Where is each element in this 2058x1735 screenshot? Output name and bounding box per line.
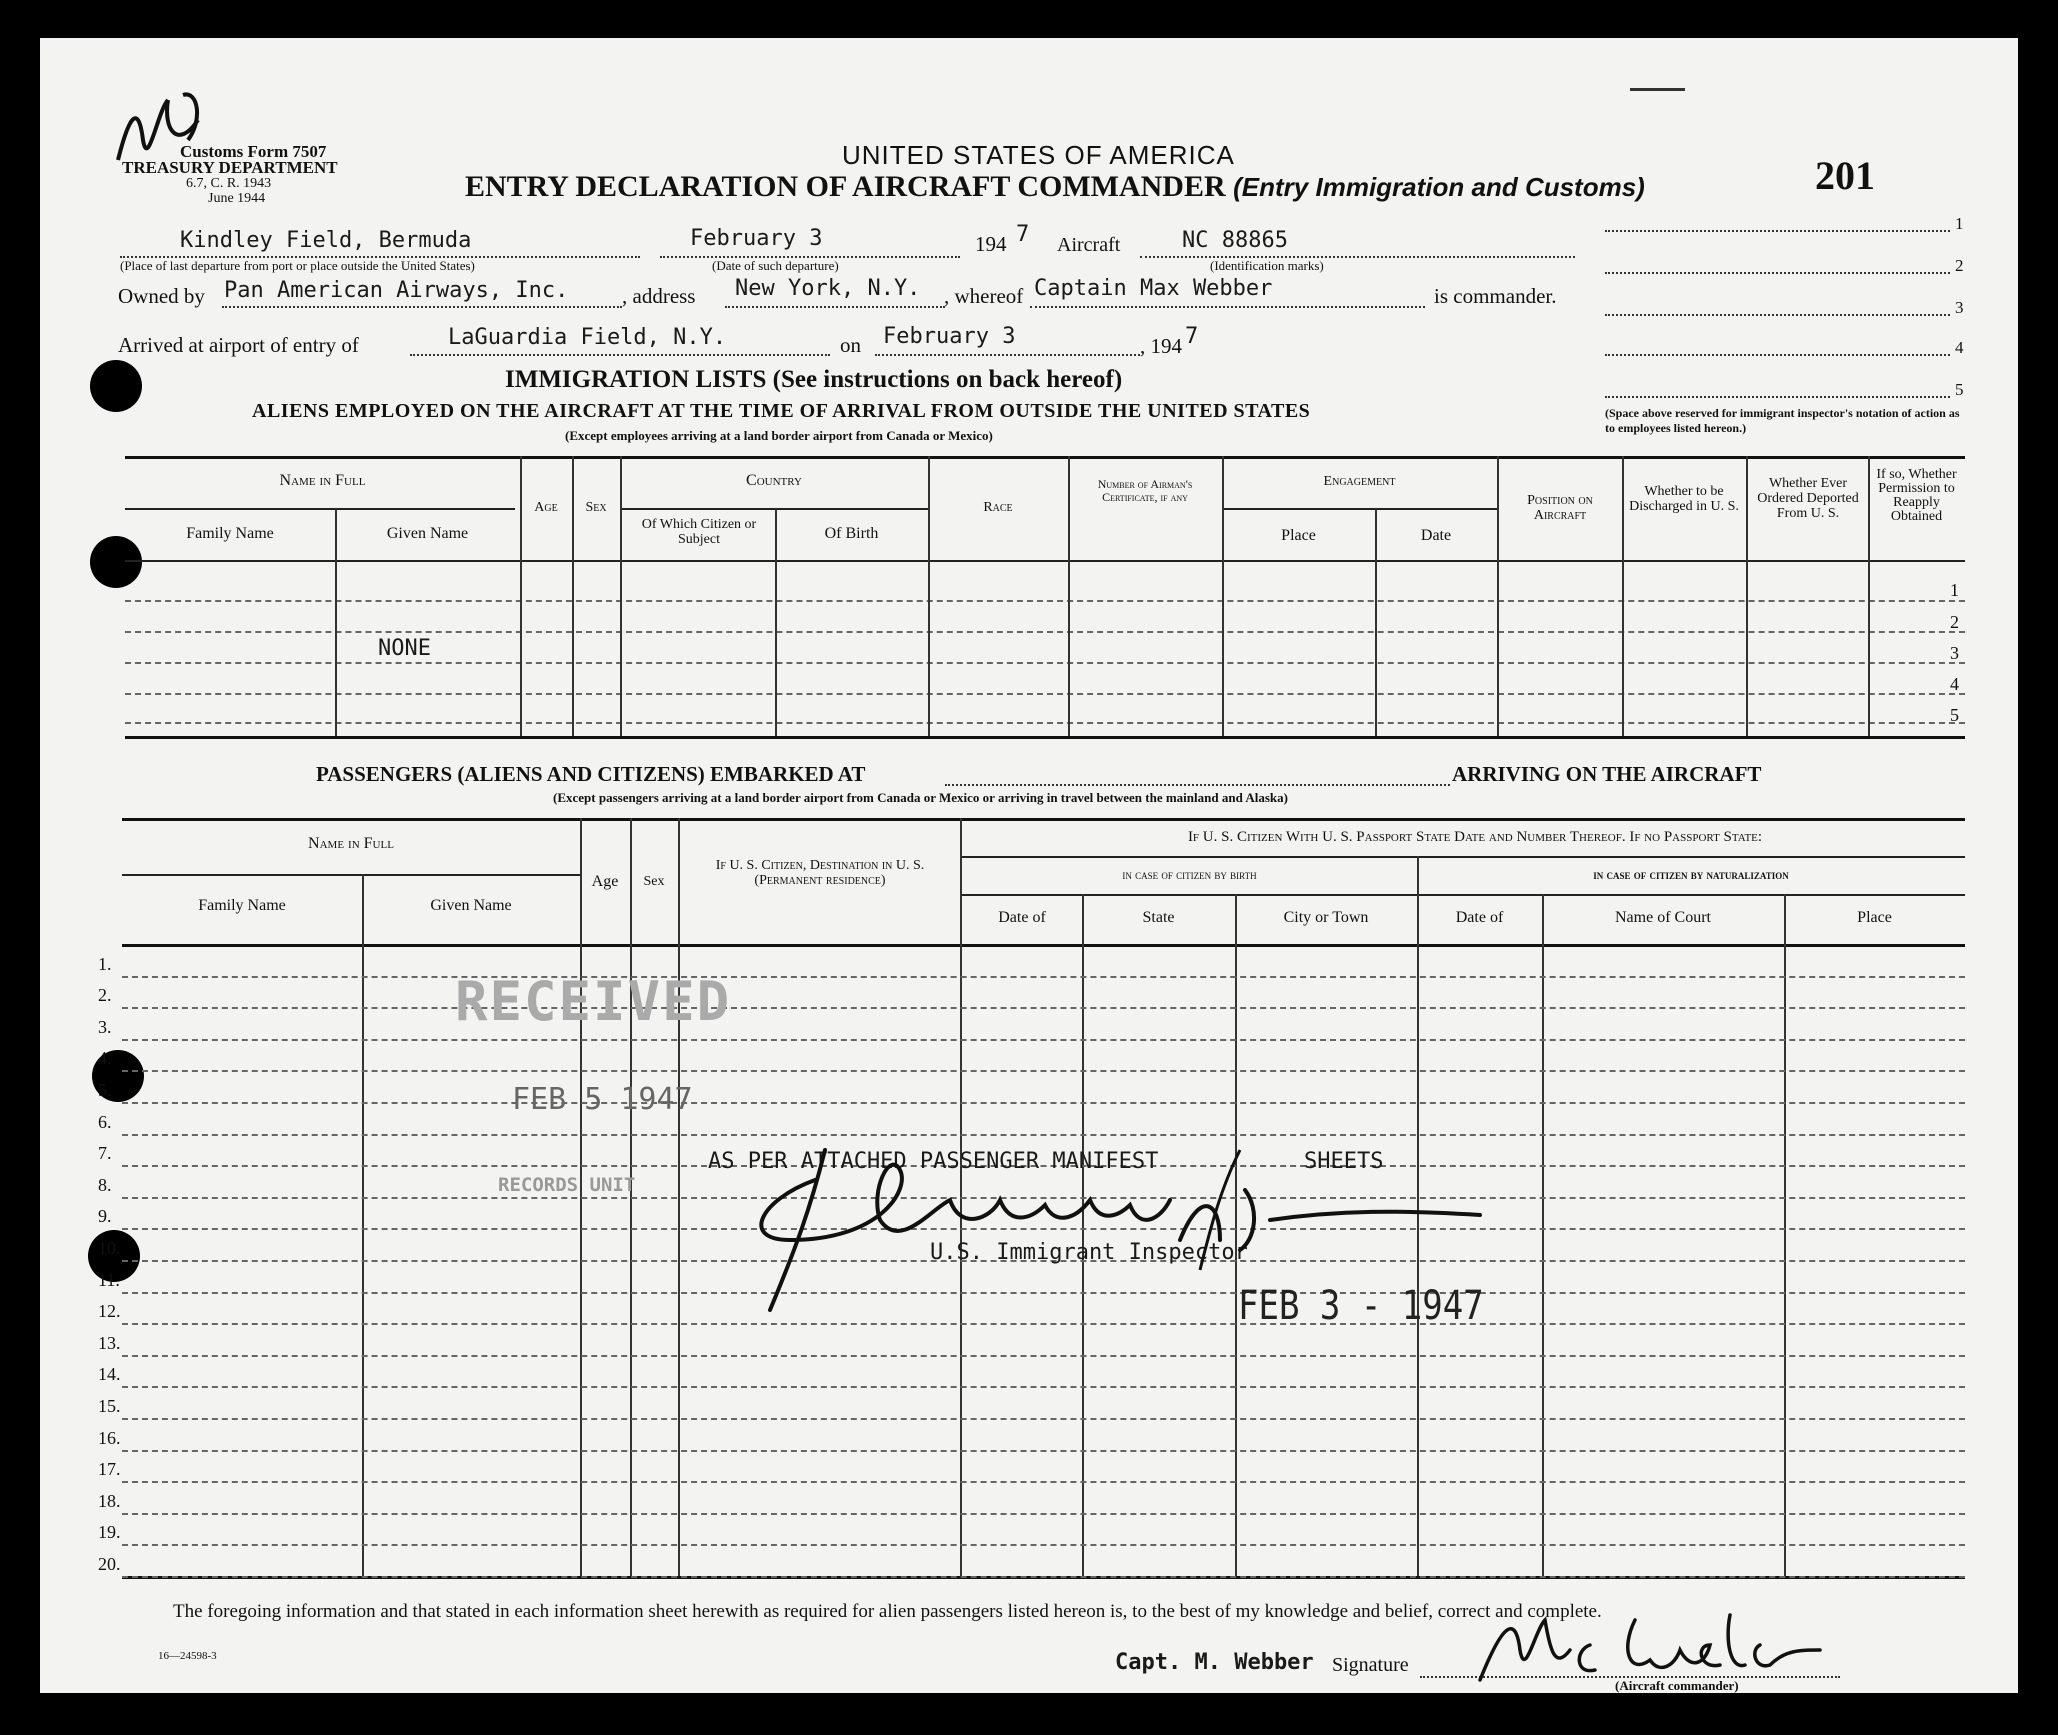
passenger-row-number: 4. bbox=[98, 1048, 112, 1068]
passenger-row-line bbox=[122, 1102, 1965, 1104]
aliens-deported-header: Whether Ever Ordered Deported From U. S. bbox=[1757, 476, 1859, 521]
passenger-row-number: 2. bbox=[98, 985, 112, 1005]
corner-mark bbox=[1630, 88, 1685, 91]
signature-label: Signature bbox=[1332, 1654, 1409, 1676]
pax-given-name-header: Given Name bbox=[430, 897, 512, 914]
passenger-row-number: 17. bbox=[98, 1459, 121, 1479]
manifest-note: AS PER ATTACHED PASSENGER MANIFEST bbox=[708, 1149, 1159, 1174]
immigration-note: (Except employees arriving at a land border airport from Canada or Mexico) bbox=[565, 428, 993, 443]
passenger-row-line bbox=[122, 1007, 1965, 1009]
on-label: on bbox=[840, 333, 861, 357]
received-stamp: RECEIVED bbox=[455, 970, 732, 1033]
passenger-row-line bbox=[122, 1386, 1965, 1388]
passenger-row-number: 20. bbox=[98, 1554, 121, 1574]
passenger-row-line bbox=[122, 1576, 1965, 1578]
print-code: 16—24598-3 bbox=[158, 1650, 217, 1662]
aircraft-marks-caption: (Identification marks) bbox=[1210, 258, 1324, 273]
records-unit-stamp: RECORDS UNIT bbox=[498, 1174, 636, 1196]
aliens-discharged-header: Whether to be Discharged in U. S. bbox=[1629, 484, 1739, 514]
punch-hole-1 bbox=[90, 360, 142, 412]
inspector-line-1: 1 bbox=[1955, 214, 1964, 233]
departure-date: February 3 bbox=[690, 226, 823, 251]
passenger-row-line bbox=[122, 1450, 1965, 1452]
inspector-line-5: 5 bbox=[1955, 380, 1964, 399]
aircraft-label: Aircraft bbox=[1057, 234, 1121, 256]
pax-sex-header: Sex bbox=[643, 874, 665, 889]
pax-place-header: Place bbox=[1857, 909, 1892, 926]
aliens-country-header: Country bbox=[746, 472, 802, 489]
aliens-age-header: Age bbox=[534, 500, 558, 515]
form-date: June 1944 bbox=[208, 191, 266, 206]
aliens-row-number-1: 1 bbox=[1950, 580, 1959, 600]
declaration-text: The foregoing information and that stated in each information sheet herewith as required for alien passengers listed hereon is, to the best of my knowledge and belief, correct and complete. bbox=[173, 1601, 1602, 1622]
form-title bbox=[465, 170, 1645, 204]
passenger-row-line bbox=[122, 976, 1965, 978]
passenger-row-number: 19. bbox=[98, 1522, 121, 1542]
passenger-row-number: 14. bbox=[98, 1364, 121, 1384]
aliens-citizen-header: Of Which Citizen or Subject bbox=[641, 517, 757, 547]
departure-place-caption: (Place of last departure from port or place outside the United States) bbox=[120, 258, 475, 273]
passenger-row-number: 3. bbox=[98, 1017, 112, 1037]
arrived-label: Arrived at airport of entry of bbox=[118, 333, 359, 357]
whereof-label: , whereof bbox=[944, 284, 1024, 308]
pax-age-header: Age bbox=[591, 873, 619, 890]
inspector-line-3: 3 bbox=[1955, 298, 1964, 317]
commander-printed-name: Capt. M. Webber bbox=[1115, 1650, 1314, 1675]
immigration-title: IMMIGRATION LISTS (See instructions on back hereof) bbox=[505, 366, 1123, 393]
passenger-row-number: 7. bbox=[98, 1143, 112, 1163]
form-number: Customs Form 7507 bbox=[180, 142, 327, 161]
owned-by-label: Owned by bbox=[118, 284, 205, 308]
passenger-row-number: 12. bbox=[98, 1301, 121, 1321]
punch-hole-2 bbox=[90, 536, 142, 588]
arrival-year-prefix: , 194 bbox=[1140, 334, 1182, 358]
pax-city-header: City or Town bbox=[1283, 909, 1369, 926]
passenger-row-number: 8. bbox=[98, 1175, 112, 1195]
aliens-reapply-header: If so, Whether Permission to Reapply Obtained bbox=[1876, 467, 1957, 524]
department: TREASURY DEPARTMENT bbox=[122, 158, 338, 177]
aliens-race-header: Race bbox=[983, 500, 1013, 515]
inspector-date-stamp: FEB 3 - 1947 bbox=[1238, 1283, 1484, 1329]
commander-suffix: is commander. bbox=[1434, 284, 1557, 308]
sheets-label: SHEETS bbox=[1304, 1149, 1384, 1174]
pax-name-header: Name in Full bbox=[308, 835, 394, 852]
owner-name: Pan American Airways, Inc. bbox=[224, 278, 569, 303]
aliens-row-number-3: 3 bbox=[1950, 643, 1959, 663]
aliens-entry-none: NONE bbox=[378, 636, 431, 661]
aliens-engagement-header: Engagement bbox=[1323, 474, 1396, 489]
pax-destination-header: If U. S. Citizen, Destination in U. S. (Permanent residence) bbox=[715, 858, 925, 888]
aliens-certificate-header: Number of Airman's Certificate, if any bbox=[1097, 477, 1193, 504]
aliens-given-name-header: Given Name bbox=[386, 525, 469, 542]
inspector-line-4: 4 bbox=[1955, 338, 1964, 357]
aliens-date-header: Date bbox=[1420, 527, 1452, 544]
passenger-row-number: 9. bbox=[98, 1206, 112, 1226]
arrival-airport: LaGuardia Field, N.Y. bbox=[448, 325, 727, 350]
aliens-family-name-header: Family Name bbox=[186, 525, 274, 542]
passengers-title-left: PASSENGERS (ALIENS AND CITIZENS) EMBARKED AT bbox=[316, 762, 866, 786]
aliens-sex-header: Sex bbox=[585, 500, 607, 515]
sheet-number: 201 bbox=[1815, 153, 1875, 198]
country-heading: UNITED STATES OF AMERICA bbox=[842, 140, 1235, 170]
pax-by-naturalization-header: in case of citizen by naturalization bbox=[1593, 867, 1789, 882]
form-title-sub: (Entry Immigration and Customs) bbox=[1233, 172, 1645, 202]
commander-name: Captain Max Webber bbox=[1034, 276, 1273, 301]
passenger-row-number: 1. bbox=[98, 954, 112, 974]
inspector-line-2: 2 bbox=[1955, 256, 1964, 275]
passenger-row-line bbox=[122, 1355, 1965, 1357]
passengers-note: (Except passengers arriving at a land border airport from Canada or Mexico or arriving in travel between the mainland and Alaska) bbox=[553, 790, 1288, 805]
owner-address: New York, N.Y. bbox=[735, 276, 921, 301]
commander-signature bbox=[1460, 1590, 1840, 1690]
inspector-signature bbox=[700, 1130, 1500, 1330]
passenger-row-number: 15. bbox=[98, 1396, 121, 1416]
passenger-row-line bbox=[122, 1418, 1965, 1420]
aliens-birth-header: Of Birth bbox=[824, 525, 879, 542]
year-suffix: 7 bbox=[1016, 222, 1030, 247]
form-title-main: ENTRY DECLARATION OF AIRCRAFT COMMANDER bbox=[465, 170, 1226, 203]
year-prefix: 194 bbox=[975, 232, 1007, 256]
inspector-space-caption: (Space above reserved for immigrant inspector's notation of action as to employees listed hereon.) bbox=[1605, 406, 1960, 435]
arrival-date: February 3 bbox=[883, 324, 1016, 349]
arrival-year-suffix: 7 bbox=[1185, 324, 1199, 349]
passenger-row-number: 10. bbox=[98, 1238, 121, 1258]
aliens-name-header: Name in Full bbox=[279, 472, 366, 489]
passenger-row-line bbox=[122, 1544, 1965, 1546]
passenger-row-line bbox=[122, 1039, 1965, 1041]
aliens-row-number-2: 2 bbox=[1950, 612, 1959, 632]
passenger-row-number: 16. bbox=[98, 1428, 121, 1448]
passenger-row-number: 13. bbox=[98, 1333, 121, 1353]
departure-place: Kindley Field, Bermuda bbox=[180, 228, 472, 253]
pax-natz-date-header: Date of bbox=[1455, 909, 1504, 926]
departure-date-caption: (Date of such departure) bbox=[712, 258, 839, 273]
pax-court-header: Name of Court bbox=[1615, 909, 1711, 926]
pax-birth-date-header: Date of bbox=[998, 909, 1046, 926]
passenger-row-number: 5. bbox=[98, 1080, 112, 1100]
aliens-row-number-4: 4 bbox=[1950, 674, 1959, 694]
passenger-row-line bbox=[122, 1513, 1965, 1515]
inspector-label: U.S. Immigrant Inspector bbox=[930, 1240, 1248, 1265]
passenger-row-number: 11. bbox=[98, 1270, 120, 1290]
immigration-subtitle: ALIENS EMPLOYED ON THE AIRCRAFT AT THE TIME OF ARRIVAL FROM OUTSIDE THE UNITED STATES bbox=[252, 400, 1311, 422]
signature-caption: (Aircraft commander) bbox=[1615, 1678, 1739, 1693]
aircraft-marks: NC 88865 bbox=[1182, 228, 1288, 253]
pax-state-header: State bbox=[1142, 909, 1175, 926]
address-label: , address bbox=[622, 284, 696, 308]
passenger-row-number: 18. bbox=[98, 1491, 121, 1511]
aliens-position-header: Position on Aircraft bbox=[1527, 493, 1593, 523]
passengers-title-right: ARRIVING ON THE AIRCRAFT bbox=[1452, 762, 1762, 786]
passenger-row-line bbox=[122, 1070, 1965, 1072]
pax-family-name-header: Family Name bbox=[198, 897, 286, 914]
aliens-row-number-5: 5 bbox=[1950, 705, 1959, 725]
received-date-stamp: FEB 5 1947 bbox=[512, 1082, 693, 1117]
aliens-place-header: Place bbox=[1281, 527, 1316, 544]
cfr-reference: 6.7, C. R. 1943 bbox=[186, 176, 272, 191]
passenger-row-line bbox=[122, 1481, 1965, 1483]
pax-by-birth-header: in case of citizen by birth bbox=[1122, 867, 1257, 882]
pax-passport-header: If U. S. Citizen With U. S. Passport State Date and Number Thereof. If no Passport State: bbox=[1187, 829, 1763, 845]
passenger-row-number: 6. bbox=[98, 1112, 112, 1132]
